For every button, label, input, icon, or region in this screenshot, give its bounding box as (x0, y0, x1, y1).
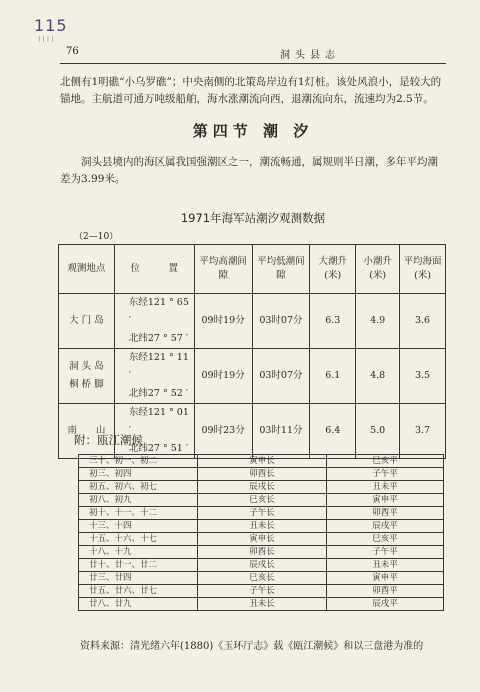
header-min-rise-label: 小潮升 (363, 256, 392, 267)
cell-dates: 廿八、廿九 (79, 598, 198, 611)
cell-max-rise: 6.4 (310, 404, 356, 459)
table-code: （2—10） (74, 232, 119, 242)
cell-mean-sea: 3.6 (400, 294, 446, 349)
page-number: 76 (66, 46, 79, 57)
cell-dates: 廿五、廿六、廿七 (79, 585, 198, 598)
latitude: 北纬27 ° 57 ′ (128, 333, 189, 344)
table-row (79, 481, 444, 494)
cell-rise: 巳亥长 (198, 494, 327, 507)
cell-min-rise: 5.0 (356, 404, 400, 459)
cell-dates: 三十、初一、初二 (79, 455, 198, 468)
cell-position (114, 404, 194, 459)
header-max-rise-unit: (米) (324, 270, 342, 281)
oujiang-tide-table (78, 454, 444, 611)
table-row (79, 494, 444, 507)
cell-slack: 寅申平 (327, 572, 444, 585)
cell-rise: 丑未长 (198, 598, 327, 611)
cell-dates: 十五、十六、十七 (79, 533, 198, 546)
section-title: 第四节 潮 汐 (192, 122, 314, 140)
table-row (79, 533, 444, 546)
header-place: 观测地点 (59, 245, 115, 294)
cell-slack: 丑未平 (327, 481, 444, 494)
table-row (59, 294, 446, 349)
place-name: 大 门 岛 (69, 315, 104, 326)
cell-slack: 子午平 (327, 546, 444, 559)
cell-rise: 辰戌长 (198, 559, 327, 572)
cell-max-rise: 6.3 (310, 294, 356, 349)
header-min-rise (356, 245, 400, 294)
page-header (60, 46, 446, 62)
cell-slack: 卯酉平 (327, 507, 444, 520)
cell-slack: 子午平 (327, 468, 444, 481)
cell-position (114, 294, 194, 349)
latitude: 北纬27 ° 52 ′ (128, 388, 189, 399)
header-mean-sea-unit: (米) (414, 270, 431, 281)
cell-slack: 辰戌平 (327, 520, 444, 533)
header-max-rise-label: 大潮升 (318, 256, 348, 267)
place-name-sub: 桐 桥 脚 (69, 379, 104, 390)
cell-avg-low: 03时07分 (252, 349, 310, 404)
cell-avg-high: 09时19分 (194, 294, 252, 349)
cell-dates: 十三、十四 (79, 520, 198, 533)
cell-min-rise: 4.9 (356, 294, 400, 349)
header-avg-high: 平均高潮间隙 (194, 245, 252, 294)
header-rule (60, 63, 446, 64)
cell-rise: 寅申长 (198, 533, 327, 546)
cell-dates: 初八、初九 (79, 494, 198, 507)
table-row (79, 598, 444, 611)
cell-slack: 巳亥平 (327, 533, 444, 546)
appendix-title: 附：瓯江潮候 (74, 433, 143, 447)
table-row (79, 585, 444, 598)
cell-dates: 初三、初四 (79, 468, 198, 481)
cell-slack: 丑未平 (327, 559, 444, 572)
cell-max-rise: 6.1 (310, 349, 356, 404)
cell-dates: 廿三、廿四 (79, 572, 198, 585)
cell-dates: 廿十、廿一、廿二 (79, 559, 198, 572)
cell-avg-low: 03时11分 (252, 404, 310, 459)
cell-rise: 辰戌长 (198, 481, 327, 494)
header-mean-sea (400, 245, 446, 294)
table-title: 1971年海军站潮汐观测数据 (180, 211, 326, 225)
cell-place (59, 404, 115, 459)
cell-rise: 卯酉长 (198, 468, 327, 481)
table-row (59, 349, 446, 404)
cell-rise: 子午长 (198, 507, 327, 520)
longitude: 东经121 ° 01 ′ (128, 407, 189, 436)
cell-rise: 寅申长 (198, 455, 327, 468)
cell-mean-sea: 3.5 (400, 349, 446, 404)
header-mean-sea-label: 平均海面 (403, 256, 442, 267)
cell-rise: 子午长 (198, 585, 327, 598)
cell-mean-sea: 3.7 (400, 404, 446, 459)
table-row (59, 404, 446, 459)
cell-avg-low: 03时07分 (252, 294, 310, 349)
header-position: 位 置 (114, 245, 194, 294)
latitude: 北纬27 ° 51 ′ (128, 443, 189, 454)
table-row (79, 520, 444, 533)
cell-avg-high: 09时19分 (194, 349, 252, 404)
cell-dates: 十八、十九 (79, 546, 198, 559)
place-name: 洞 头 岛 (69, 361, 104, 372)
cell-dates: 初五、初六、初七 (79, 481, 198, 494)
cell-slack: 辰戌平 (327, 598, 444, 611)
table-row (79, 468, 444, 481)
cell-avg-high: 09时23分 (194, 404, 252, 459)
table-row (79, 559, 444, 572)
paragraph-tide-intro: 洞头县境内的海区属我国强潮区之一，潮流畅通，属规则半日潮，多年平均潮差为3.99米。 (60, 156, 438, 185)
paragraph-anchorage: 北侧有1明礁“小乌罗礁”；中央南侧的北策岛岸边有1灯桩。该处风浪小，是较大的锚地。主航道可通万吨级船舶，海水涨潮流向西，退潮流向东，流速均为2.5节。 (60, 76, 442, 105)
table-row (79, 546, 444, 559)
table-header-row (59, 245, 446, 294)
cell-rise: 丑未长 (198, 520, 327, 533)
longitude: 东经121 ° 65 ′ (128, 297, 189, 326)
table-row (79, 507, 444, 520)
table-row (79, 572, 444, 585)
cell-place (59, 349, 115, 404)
cell-slack: 巳亥平 (327, 455, 444, 468)
place-name: 南 山 (67, 425, 106, 436)
table-row (79, 455, 444, 468)
header-min-rise-unit: (米) (369, 270, 387, 281)
cell-place (59, 294, 115, 349)
handwritten-page-mark: 115 (34, 16, 68, 35)
cell-slack: 卯酉平 (327, 585, 444, 598)
cell-dates: 初十、十一、十二 (79, 507, 198, 520)
cell-min-rise: 4.8 (356, 349, 400, 404)
tide-observation-table (58, 244, 446, 459)
running-title: 洞头县志 (280, 50, 340, 61)
longitude: 东经121 ° 11 ′ (128, 352, 189, 381)
handwritten-tally-mark: ǀǀǀǀ (38, 35, 56, 44)
cell-slack: 寅申平 (327, 494, 444, 507)
cell-position (114, 349, 194, 404)
header-max-rise (310, 245, 356, 294)
header-avg-low: 平均低潮间隙 (252, 245, 310, 294)
cell-rise: 巳亥长 (198, 572, 327, 585)
cell-rise: 卯酉长 (198, 546, 327, 559)
source-note: 资料来源：清光绪六年(1880)《玉环厅志》载《瓯江潮候》和以三盘港为准的 (80, 641, 424, 652)
